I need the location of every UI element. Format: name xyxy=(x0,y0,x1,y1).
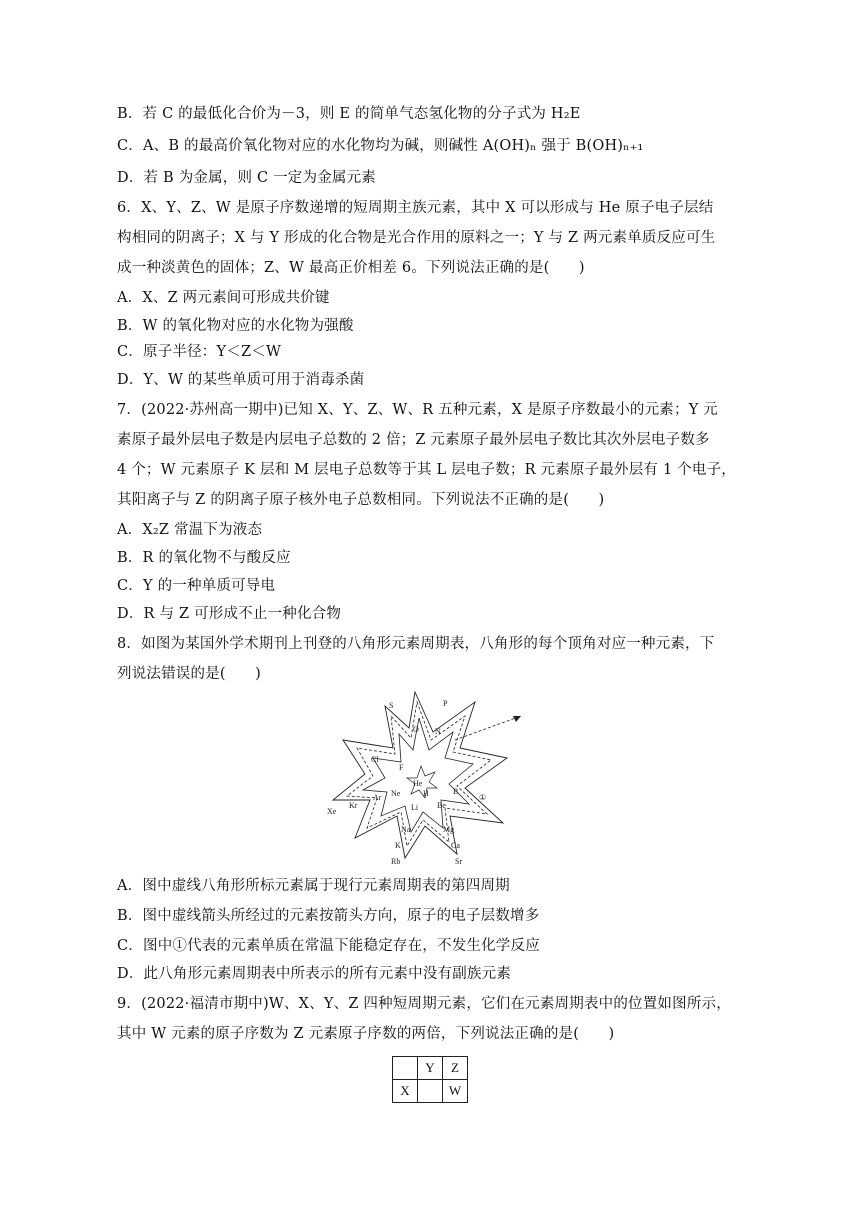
element-label: Ne xyxy=(391,789,401,798)
periodic-position-grid xyxy=(392,1056,468,1103)
question-9-line-2: 其中 W 元素的原子序数为 Z 元素原子序数的两倍，下列说法正确的是( ) xyxy=(117,1026,615,1042)
question-7-line-2: 素原子最外层电子数是内层电子总数的 2 倍；Z 元素原子最外层电子数比其次外层电子数多 xyxy=(117,432,710,448)
option-8a: A．图中虚线八角形所标元素属于现行元素周期表的第四周期 xyxy=(117,878,510,894)
option-7a: A．X₂Z 常温下为液态 xyxy=(117,522,263,538)
element-label: Xe xyxy=(327,807,337,816)
question-7-line-1: 7．(2022·苏州高一期中)已知 X、Y、Z、W、R 五种元素，X 是原子序数最小的元素；Y 元 xyxy=(117,402,718,418)
element-label: He xyxy=(413,779,423,788)
option-5b: B．若 C 的最低化合价为－3，则 E 的简单气态氢化物的分子式为 H₂E xyxy=(117,106,581,122)
option-7c: C．Y 的一种单质可导电 xyxy=(117,578,276,594)
element-label: S xyxy=(389,701,394,710)
option-8b: B．图中虚线箭头所经过的元素按箭头方向，原子的电子层数增多 xyxy=(117,908,540,924)
element-label: Cl xyxy=(371,755,379,764)
option-7b: B．R 的氧化物不与酸反应 xyxy=(117,550,291,566)
question-6-line-3: 成一种淡黄色的固体；Z、W 最高正价相差 6。下列说法正确的是( ) xyxy=(117,260,585,276)
question-8-line-1: 8．如图为某国外学术期刊上刊登的八角形元素周期表，八角形的每个顶角对应一种元素，下 xyxy=(117,636,715,652)
option-5c: C．A、B 的最高价氧化物对应的水化物均为碱，则碱性 A(OH)ₙ 强于 B(OH)ₙ₊₁ xyxy=(117,138,644,154)
element-label: Ar xyxy=(373,793,382,802)
element-label: Rb xyxy=(391,857,401,866)
question-7-line-4: 其阳离子与 Z 的阴离子原子核外电子总数相同。下列说法不正确的是( ) xyxy=(117,492,605,508)
element-label: B xyxy=(453,787,459,796)
element-label: F xyxy=(399,763,404,772)
option-7d: D．R 与 Z 可形成不止一种化合物 xyxy=(117,606,342,622)
option-6c: C．原子半径：Y＜Z＜W xyxy=(117,344,282,360)
element-label: Mg xyxy=(443,825,455,834)
option-8c: C．图中①代表的元素单质在常温下能稳定存在，不发生化学反应 xyxy=(117,938,540,954)
grid-cell: W xyxy=(443,1080,468,1103)
option-6a: A．X、Z 两元素间可形成共价键 xyxy=(117,290,330,306)
octagonal-periodic-table-figure xyxy=(325,688,535,866)
element-label: O xyxy=(413,725,419,734)
option-6d: D．Y、W 的某些单质可用于消毒杀菌 xyxy=(117,372,365,388)
element-label: K xyxy=(395,841,401,850)
element-label: H xyxy=(423,789,429,798)
option-6b: B．W 的氧化物对应的水化物为强酸 xyxy=(117,318,354,334)
element-label: ① xyxy=(479,793,487,802)
element-label: Na xyxy=(401,825,411,834)
grid-cell xyxy=(393,1057,418,1080)
grid-row xyxy=(393,1057,468,1080)
question-9-line-1: 9．(2022·福清市期中)W、X、Y、Z 四种短周期元素，它们在元素周期表中的位置如图所示， xyxy=(117,996,731,1012)
grid-cell: Z xyxy=(443,1057,468,1080)
grid-cell: Y xyxy=(418,1057,443,1080)
question-7-line-3: 4 个；W 元素原子 K 层和 M 层电子总数等于其 L 层电子数；R 元素原子最外层有 1 个电子， xyxy=(117,462,736,478)
option-5d: D．若 B 为金属，则 C 一定为金属元素 xyxy=(117,170,377,186)
option-8d: D．此八角形元素周期表中所表示的所有元素中没有副族元素 xyxy=(117,966,512,982)
element-label: P xyxy=(443,699,448,708)
question-6-line-1: 6．X、Y、Z、W 是原子序数递增的短周期主族元素，其中 X 可以形成与 He 原子电子层结 xyxy=(117,200,714,216)
grid-row xyxy=(393,1080,468,1103)
question-6-line-2: 构相同的阴离子；X 与 Y 形成的化合物是光合作用的原料之一；Y 与 Z 两元素单质反应可生 xyxy=(117,230,716,246)
element-label: Ca xyxy=(451,841,460,850)
element-label: Be xyxy=(437,801,446,810)
grid-cell xyxy=(418,1080,443,1103)
element-label: Kr xyxy=(349,801,358,810)
grid-cell: X xyxy=(393,1080,418,1103)
question-8-line-2: 列说法错误的是( ) xyxy=(117,666,262,682)
element-label: N xyxy=(435,727,441,736)
element-label: Sr xyxy=(455,857,463,866)
element-label: Li xyxy=(411,803,419,812)
